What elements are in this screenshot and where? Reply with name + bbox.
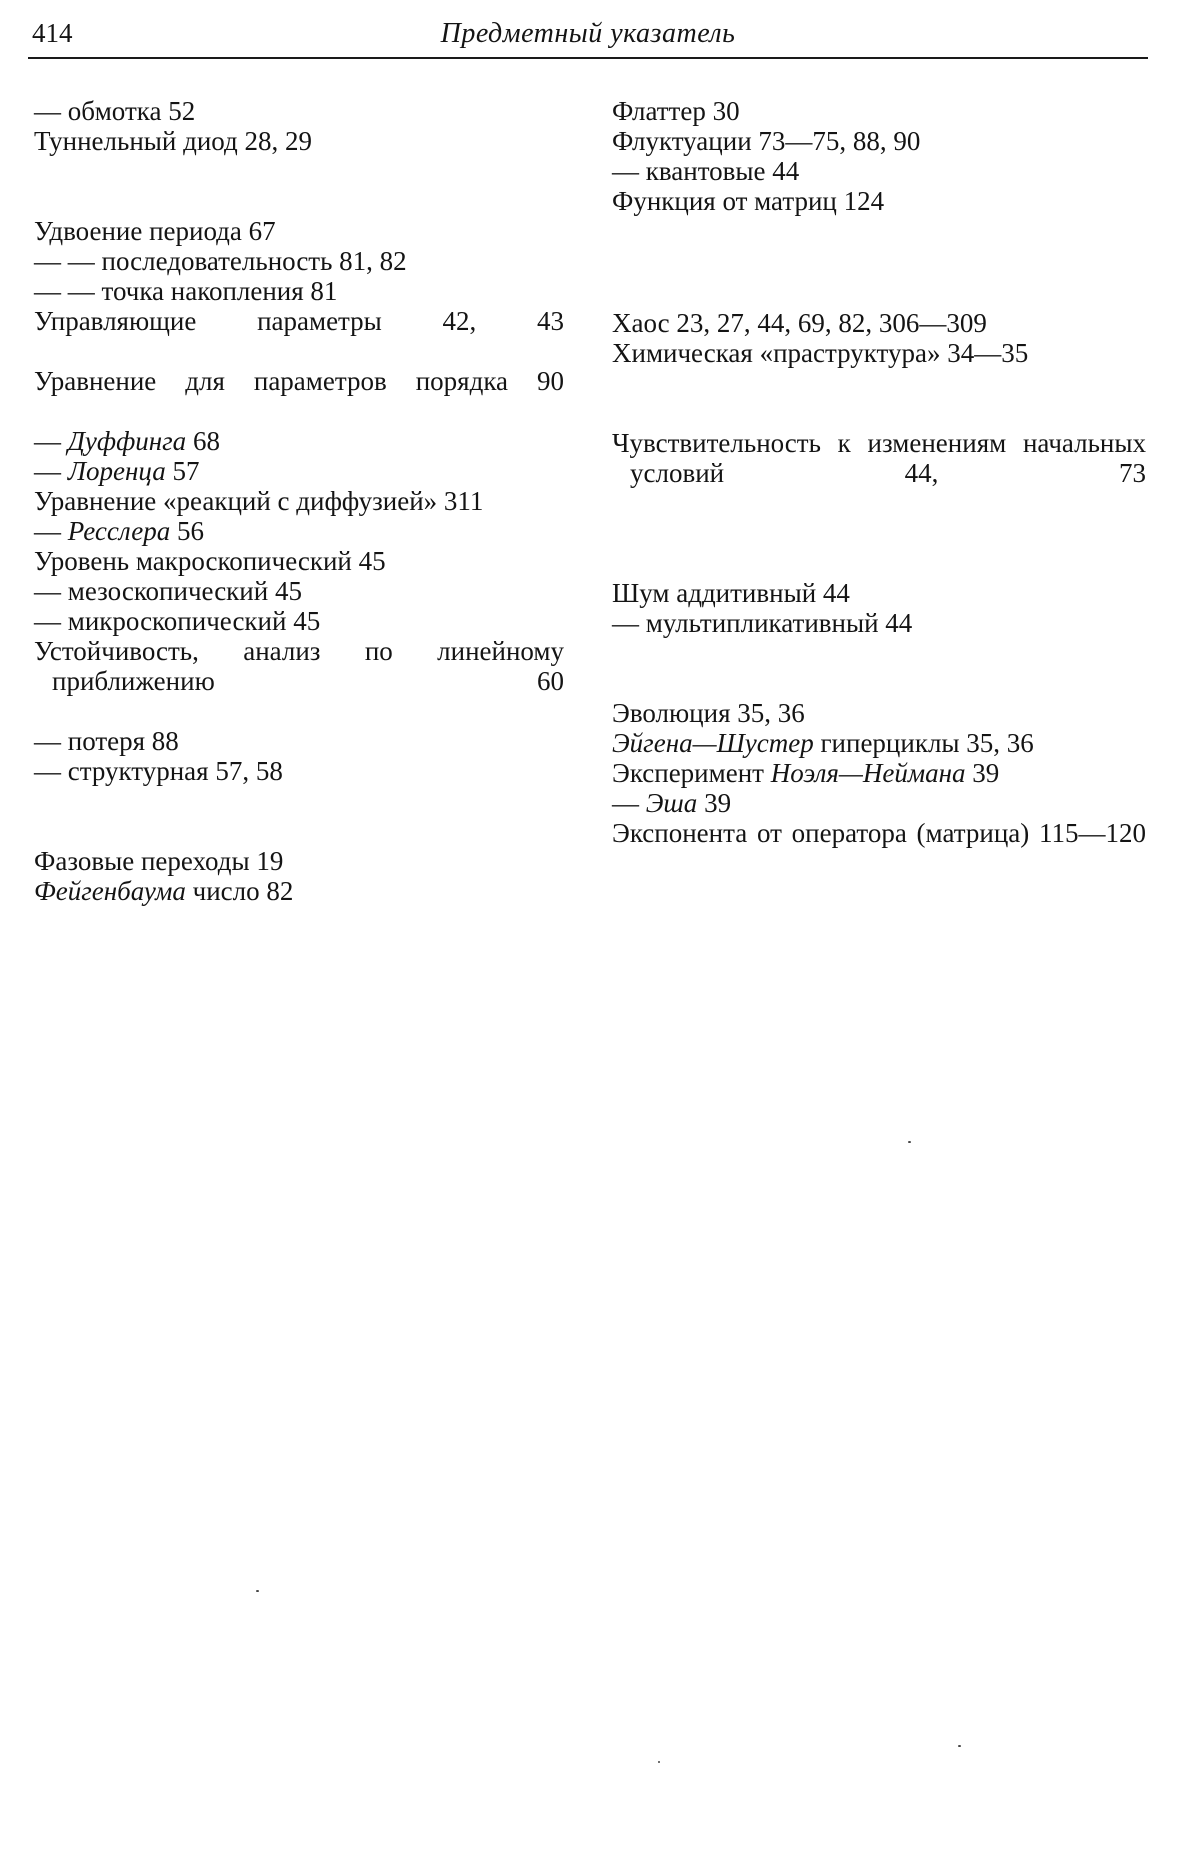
index-entry: Туннельный диод 28, 29	[34, 126, 313, 156]
letter-gap	[612, 278, 1146, 308]
entry-pages: число 82	[185, 876, 294, 906]
entry-name-italic: Ресслера	[67, 516, 171, 546]
entry-name-italic: Лоренца	[67, 456, 166, 486]
index-entry: Функция от матриц 124	[612, 186, 885, 216]
index-entry: — структурная 57, 58	[34, 756, 283, 786]
letter-gap	[612, 518, 1146, 578]
index-entry	[34, 456, 564, 486]
index-entry: Чувствительность к изменениям начальных условий 44, 73	[612, 428, 1146, 488]
index-entry: — — точка накопления 81	[34, 276, 338, 306]
entry-dash: —	[34, 456, 68, 486]
index-entry: Химическая «праструктура» 34—35	[612, 338, 1029, 368]
entry-pages: 56	[170, 516, 205, 546]
index-entry: Шум аддитивный 44	[612, 578, 850, 608]
index-entry: Фазовые переходы 19	[34, 846, 284, 876]
entry-pages: 39	[697, 788, 732, 818]
entry-pages: 39	[965, 758, 1000, 788]
index-entry: Управляющие параметры 42, 43	[34, 306, 564, 336]
index-entry: — потеря 88	[34, 726, 179, 756]
index-entry: — микроскопический 45	[34, 606, 321, 636]
scan-speck	[908, 1141, 911, 1143]
index-entry: Эволюция 35, 36	[612, 698, 805, 728]
index-entry: Устойчивость, анализ по линейному приближению 60	[34, 636, 564, 696]
entry-pages: гиперциклы 35, 36	[813, 728, 1034, 758]
letter-gap	[612, 216, 1146, 278]
page-header	[28, 10, 1148, 62]
index-entry	[612, 788, 1146, 818]
entry-pages: 57	[165, 456, 200, 486]
entry-dash: —	[34, 426, 68, 456]
entry-dash: —	[34, 516, 68, 546]
entry-name-italic: Ноэля—Неймана	[770, 758, 966, 788]
index-entry: Уравнение для параметров порядка 90	[34, 366, 564, 396]
page-number: 414	[32, 18, 73, 48]
scan-speck	[256, 1590, 259, 1592]
index-entry: Уравнение «реакций с диффузией» 311	[34, 486, 484, 516]
index-entry	[34, 876, 564, 906]
running-title: Предметный указатель	[440, 18, 736, 49]
index-column-left	[34, 96, 564, 906]
scan-speck	[658, 1761, 660, 1763]
index-entry	[612, 728, 1146, 758]
index-entry: Экспонента от оператора (матрица) 115—120	[612, 818, 1146, 848]
entry-name-italic: Фейгенбаума	[34, 876, 186, 906]
index-entry: — мультипликативный 44	[612, 608, 913, 638]
index-entry: — — последовательность 81, 82	[34, 246, 407, 276]
index-entry	[34, 426, 564, 456]
index-entry: Флаттер 30	[612, 96, 740, 126]
letter-gap	[612, 368, 1146, 428]
entry-pages: 68	[186, 426, 220, 456]
entry-prefix: Эксперимент	[612, 758, 771, 788]
entry-name-italic: Эша	[645, 788, 698, 818]
index-entry	[612, 758, 1146, 788]
entry-name-italic: Дуффинга	[67, 426, 187, 456]
index-entry: Уровень макроскопический 45	[34, 546, 386, 576]
letter-gap	[34, 786, 564, 846]
index-entry: — обмотка 52	[34, 96, 196, 126]
header-rule	[28, 57, 1148, 59]
entry-dash: —	[612, 788, 646, 818]
index-column-right	[612, 96, 1146, 878]
letter-gap	[612, 638, 1146, 698]
index-entry: Удвоение периода 67	[34, 216, 276, 246]
letter-gap	[34, 156, 564, 216]
index-entry	[34, 516, 564, 546]
scan-speck	[958, 1745, 961, 1747]
index-entry: Флуктуации 73—75, 88, 90	[612, 126, 921, 156]
entry-name-italic: Эйгена—Шустер	[612, 728, 814, 758]
index-entry: Хаос 23, 27, 44, 69, 82, 306—309	[612, 308, 987, 338]
index-entry: — мезоскопический 45	[34, 576, 302, 606]
index-entry: — квантовые 44	[612, 156, 800, 186]
